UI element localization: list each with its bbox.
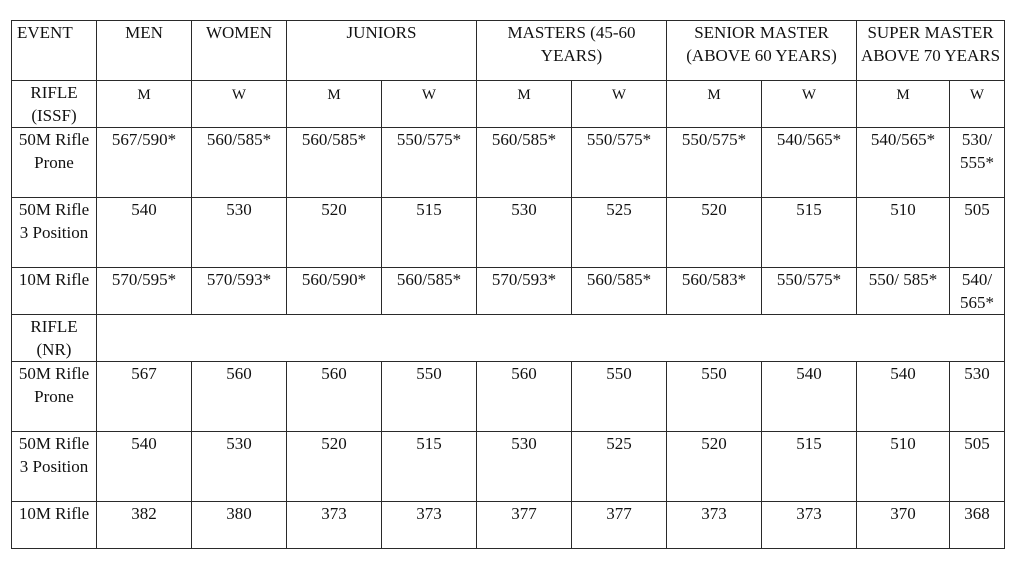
score-cell: 550/575*	[762, 268, 857, 315]
score-cell: 550/575*	[382, 128, 477, 198]
score-cell: 570/595*	[97, 268, 192, 315]
score-cell: 550/ 585*	[857, 268, 950, 315]
table-row	[12, 268, 1005, 315]
score-cell: 377	[572, 502, 667, 549]
score-cell: 368	[950, 502, 1005, 549]
score-cell: 515	[382, 432, 477, 502]
score-cell: 540	[857, 362, 950, 432]
score-cell: 530	[192, 432, 287, 502]
gender-cell: M	[857, 81, 950, 128]
table-row	[12, 198, 1005, 268]
event-cell: 10M Rifle	[12, 268, 97, 315]
score-cell: 520	[667, 432, 762, 502]
score-cell: 530	[192, 198, 287, 268]
score-cell: 560/590*	[287, 268, 382, 315]
score-cell: 567	[97, 362, 192, 432]
score-cell: 540/565*	[857, 128, 950, 198]
score-cell: 515	[762, 432, 857, 502]
score-cell: 525	[572, 432, 667, 502]
score-cell: 560/583*	[667, 268, 762, 315]
score-cell: 382	[97, 502, 192, 549]
score-cell: 370	[857, 502, 950, 549]
event-cell: 10M Rifle	[12, 502, 97, 549]
gender-cell: W	[950, 81, 1005, 128]
score-cell: 373	[667, 502, 762, 549]
score-cell: 530	[477, 432, 572, 502]
score-cell: 530	[950, 362, 1005, 432]
header-row	[12, 21, 1005, 81]
score-cell: 560	[477, 362, 572, 432]
score-cell: 550/575*	[572, 128, 667, 198]
score-cell: 550/575*	[667, 128, 762, 198]
score-cell: 560/585*	[192, 128, 287, 198]
score-cell: 510	[857, 432, 950, 502]
gender-cell: W	[572, 81, 667, 128]
score-cell: 530	[477, 198, 572, 268]
qualifying-scores-table	[11, 20, 1005, 549]
score-cell: 540	[762, 362, 857, 432]
gender-cell: W	[192, 81, 287, 128]
score-cell: 560/585*	[287, 128, 382, 198]
score-cell: 540/ 565*	[950, 268, 1005, 315]
table-row	[12, 432, 1005, 502]
gender-cell: W	[382, 81, 477, 128]
score-cell: 520	[287, 198, 382, 268]
event-cell: 50M Rifle 3 Position	[12, 432, 97, 502]
score-cell: 505	[950, 432, 1005, 502]
score-cell: 560/585*	[572, 268, 667, 315]
score-cell: 525	[572, 198, 667, 268]
score-cell: 515	[382, 198, 477, 268]
section-label-issf: RIFLE (ISSF)	[12, 81, 97, 128]
score-cell: 560	[192, 362, 287, 432]
score-cell: 520	[287, 432, 382, 502]
score-cell: 373	[382, 502, 477, 549]
score-cell: 540	[97, 198, 192, 268]
table-row	[12, 502, 1005, 549]
gender-cell: M	[667, 81, 762, 128]
score-cell: 510	[857, 198, 950, 268]
event-cell: 50M Rifle Prone	[12, 362, 97, 432]
score-cell: 540	[97, 432, 192, 502]
event-cell: 50M Rifle Prone	[12, 128, 97, 198]
score-cell: 560/585*	[477, 128, 572, 198]
gender-cell: M	[287, 81, 382, 128]
score-cell: 570/593*	[477, 268, 572, 315]
gender-cell: W	[762, 81, 857, 128]
event-cell: 50M Rifle 3 Position	[12, 198, 97, 268]
score-cell: 560	[287, 362, 382, 432]
header-senior-master: SENIOR MASTER (ABOVE 60 YEARS)	[667, 21, 857, 81]
header-women: WOMEN	[192, 21, 287, 81]
score-cell: 373	[762, 502, 857, 549]
section-issf-row	[12, 81, 1005, 128]
score-cell: 550	[667, 362, 762, 432]
score-cell: 550	[572, 362, 667, 432]
header-men: MEN	[97, 21, 192, 81]
score-cell: 505	[950, 198, 1005, 268]
header-super-master: SUPER MASTER ABOVE 70 YEARS	[857, 21, 1005, 81]
score-cell: 570/593*	[192, 268, 287, 315]
gender-cell: M	[97, 81, 192, 128]
score-cell: 530/ 555*	[950, 128, 1005, 198]
score-cell: 377	[477, 502, 572, 549]
score-cell: 567/590*	[97, 128, 192, 198]
section-nr-empty	[97, 315, 1005, 362]
score-cell: 373	[287, 502, 382, 549]
table-row	[12, 362, 1005, 432]
score-cell: 520	[667, 198, 762, 268]
score-cell: 515	[762, 198, 857, 268]
score-cell: 540/565*	[762, 128, 857, 198]
section-nr-row	[12, 315, 1005, 362]
score-cell: 380	[192, 502, 287, 549]
header-event: EVENT	[12, 21, 97, 81]
header-juniors: JUNIORS	[287, 21, 477, 81]
table-row	[12, 128, 1005, 198]
score-cell: 550	[382, 362, 477, 432]
gender-cell: M	[477, 81, 572, 128]
header-masters: MASTERS (45-60 YEARS)	[477, 21, 667, 81]
score-cell: 560/585*	[382, 268, 477, 315]
section-label-nr: RIFLE (NR)	[12, 315, 97, 362]
